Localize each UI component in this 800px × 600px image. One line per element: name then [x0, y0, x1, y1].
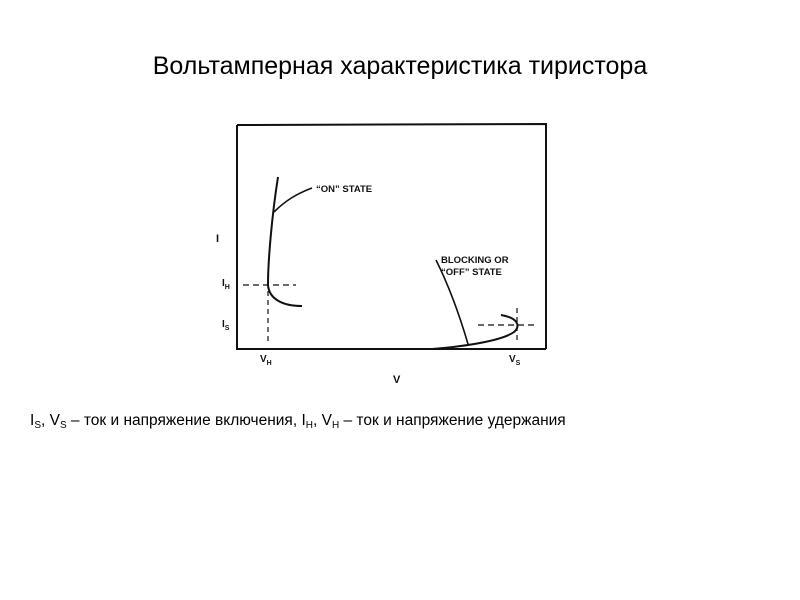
y-axis-label: I: [216, 233, 220, 245]
y-tick-is: $I_S$: [222, 319, 230, 332]
x-axis-label: V: [393, 374, 401, 386]
caption: $I_S$, $V_S$ – ток и напряжение включения, $I_H$, $V_H$ – ток и напряжение удержания: [30, 412, 566, 431]
page-title: Вольтамперная характеристика тиристора: [152, 52, 648, 80]
caption-part2: – ток и напряжение удержания: [339, 412, 566, 429]
off-state-label-line1: BLOCKING OR: [441, 255, 509, 266]
caption-part1: – ток и напряжение включения,: [66, 412, 302, 429]
y-tick-ih: $I_H$: [222, 278, 230, 291]
caption-ih: $I_H$: [301, 412, 313, 431]
on-state-label: “ON” STATE: [316, 184, 373, 195]
on-state-curve: [268, 177, 302, 306]
on-state-leader: [274, 188, 312, 212]
off-state-label-line2: “OFF” STATE: [441, 267, 502, 278]
plot-frame: [237, 124, 546, 349]
caption-is: $I_S$: [30, 412, 41, 431]
caption-vh: $V_H$: [321, 412, 340, 431]
off-state-curve: [432, 315, 518, 349]
x-tick-vs: $V_S$: [509, 354, 521, 367]
caption-vs: $V_S$: [49, 412, 67, 431]
x-tick-vh: $V_H$: [260, 354, 272, 367]
